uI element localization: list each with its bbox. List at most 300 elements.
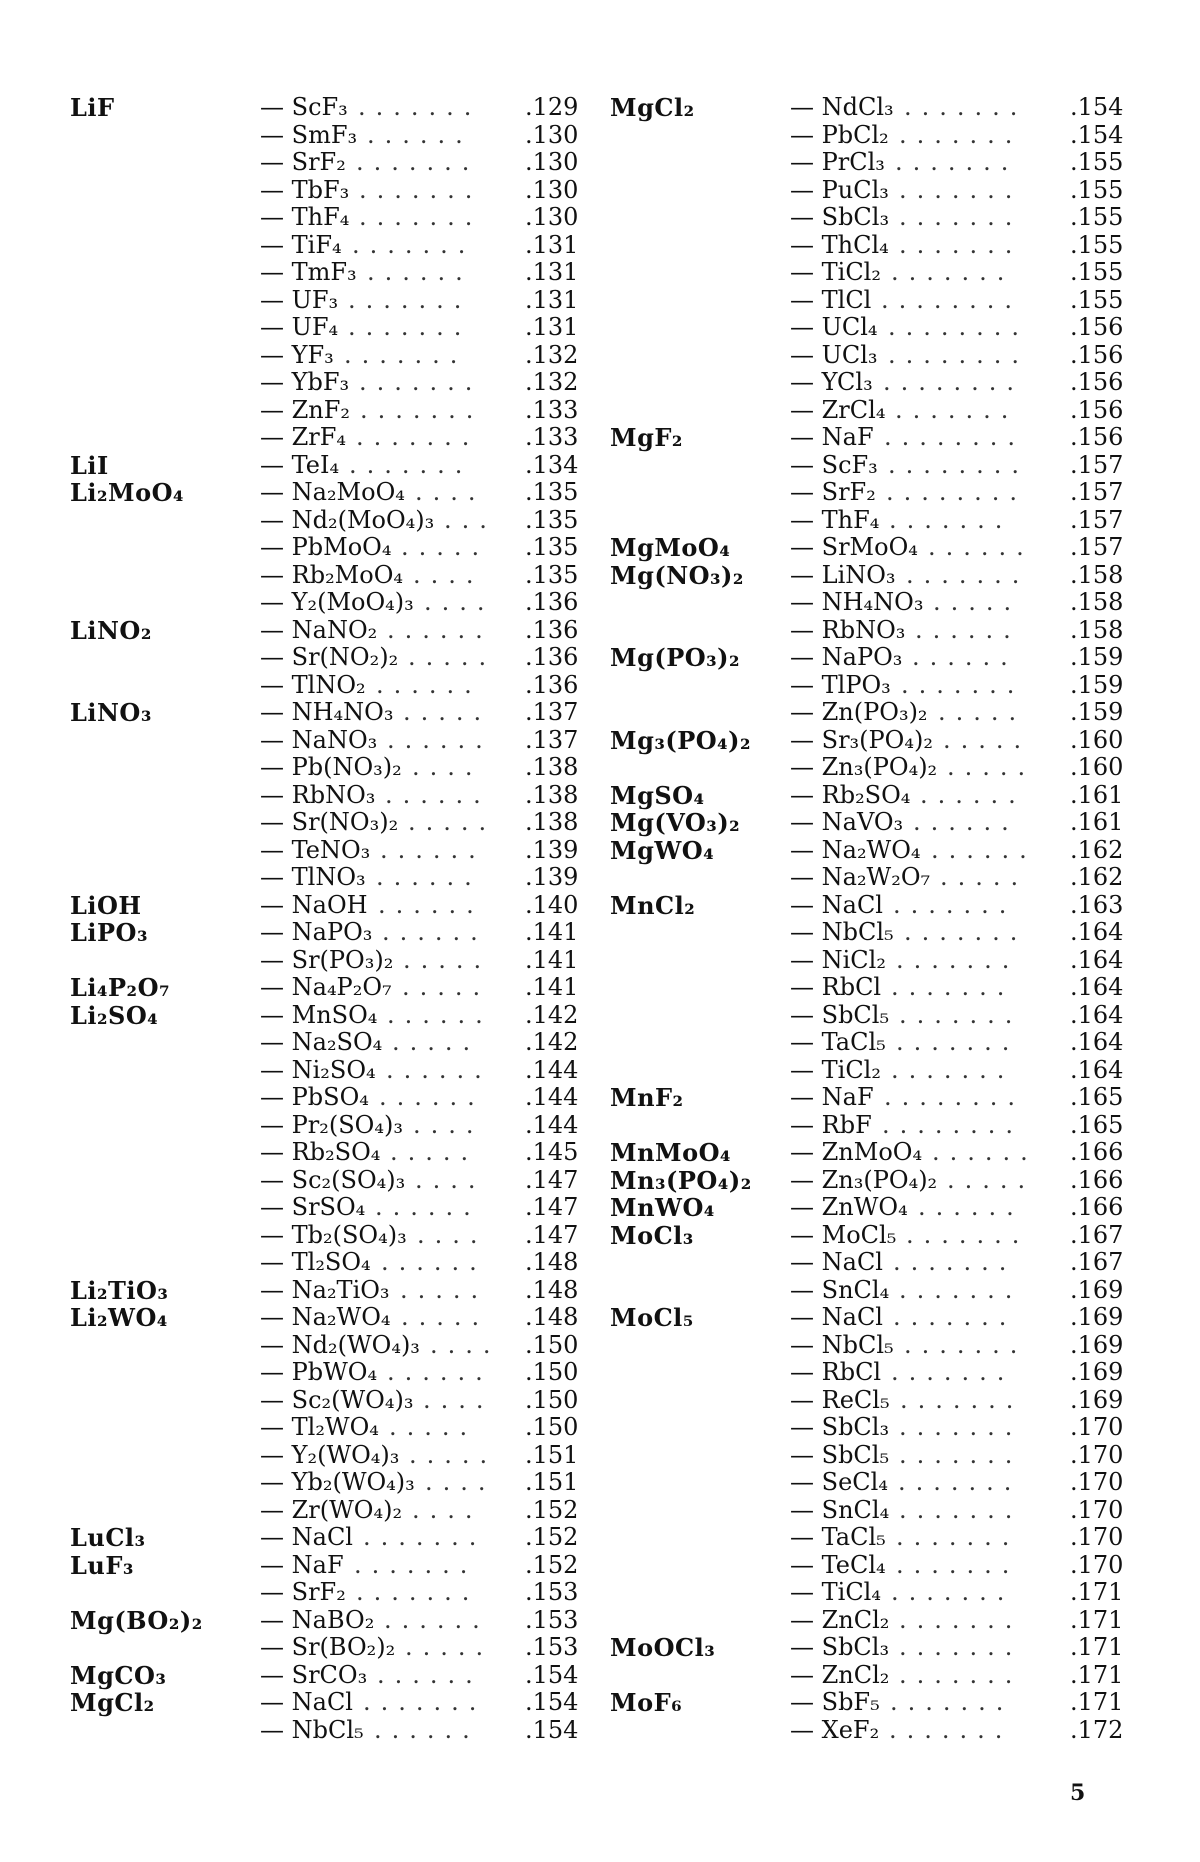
page-reference: .155 [1070, 175, 1124, 204]
component-entry: — TeI₄ [260, 450, 340, 479]
system-heading: LuF₃ [70, 1550, 134, 1580]
leader-dots: ....... [893, 1249, 1017, 1276]
component-entry: — NaNO₃ [260, 725, 378, 754]
leader-dots: ...... [385, 781, 491, 809]
index-row [70, 1277, 600, 1305]
leader-dots: ....... [891, 1359, 1015, 1386]
page-reference: .136 [525, 643, 579, 671]
leader-dots: ...... [367, 121, 473, 149]
system-heading: MgMoO₄ [610, 533, 731, 562]
component-entry: — NaCl [790, 890, 883, 919]
component-entry: — TaCl₅ [790, 1523, 886, 1551]
component-entry: — NbCl₅ [790, 1330, 894, 1359]
leader-dots: ....... [906, 1221, 1030, 1249]
system-heading: MgCO₃ [70, 1660, 167, 1690]
leader-dots: ....... [904, 919, 1028, 946]
component-entry: — PbMoO₄ [260, 533, 392, 561]
page-reference: .156 [1070, 368, 1124, 396]
page-reference: .157 [1070, 533, 1124, 561]
leader-dots: ...... [931, 836, 1037, 864]
index-row [70, 1662, 600, 1690]
component-entry: — TiCl₂ [790, 1055, 881, 1084]
leader-dots: ....... [363, 1524, 487, 1551]
leader-dots: ...... [379, 1084, 485, 1111]
component-entry: — NaF [790, 1083, 874, 1111]
index-row [610, 644, 1140, 672]
index-row [610, 122, 1140, 150]
index-row [70, 369, 600, 397]
leader-dots: ....... [348, 286, 472, 314]
component-entry: — TeNO₃ [260, 835, 371, 864]
index-row [610, 287, 1140, 315]
component-entry: — MnSO₄ [260, 1000, 378, 1029]
leader-dots: ....... [891, 1056, 1015, 1084]
page-reference: .169 [1070, 1303, 1124, 1331]
leader-dots: ..... [408, 809, 497, 836]
leader-dots: ....... [899, 1661, 1023, 1689]
page-reference: .144 [525, 1110, 579, 1139]
page-reference: .170 [1070, 1440, 1124, 1469]
page-reference: .153 [525, 1578, 579, 1606]
leader-dots: .... [423, 1386, 494, 1414]
leader-dots: ....... [360, 396, 484, 424]
component-entry: — TeCl₄ [790, 1550, 886, 1579]
system-heading: Mg(NO₃)₂ [610, 560, 744, 590]
system-heading: MgSO₄ [610, 780, 705, 810]
index-row [70, 122, 600, 150]
page-reference: .138 [525, 780, 579, 809]
index-row [610, 782, 1140, 810]
leader-dots: ..... [401, 1304, 490, 1331]
page-reference: .171 [1070, 1660, 1124, 1689]
component-entry: — NH₄NO₃ [790, 588, 924, 616]
page-reference: .130 [525, 120, 579, 149]
page-reference: .147 [525, 1165, 579, 1194]
index-row [70, 1387, 600, 1415]
leader-dots: ..... [943, 726, 1032, 754]
index-row [610, 1662, 1140, 1690]
index-row [70, 727, 600, 755]
index-row [70, 699, 600, 727]
component-entry: — Rb₂SO₄ [260, 1138, 381, 1166]
index-row [70, 919, 600, 947]
component-entry: — RbF [790, 1110, 872, 1139]
index-row [610, 232, 1140, 260]
component-entry: — ZnCl₂ [790, 1660, 890, 1689]
component-entry: — Na₄P₂O₇ [260, 973, 392, 1001]
page-reference: .152 [525, 1550, 579, 1579]
page-reference: .166 [1070, 1138, 1124, 1166]
component-entry: — SrF₂ [260, 1578, 346, 1606]
page-reference: .163 [1070, 890, 1124, 919]
index-row [70, 1112, 600, 1140]
leader-dots: .... [412, 754, 483, 781]
leader-dots: ....... [898, 1469, 1022, 1496]
index-row [70, 534, 600, 562]
index-row [610, 974, 1140, 1002]
leader-dots: ... [444, 506, 497, 534]
page-reference: .167 [1070, 1248, 1124, 1276]
component-entry: — SbCl₃ [790, 1413, 890, 1441]
index-row [610, 397, 1140, 425]
system-heading: MgWO₄ [610, 835, 715, 865]
index-row [610, 204, 1140, 232]
index-column-right [610, 94, 1140, 1744]
leader-dots: ....... [901, 671, 1025, 699]
page-reference: .148 [525, 1248, 579, 1276]
component-entry: — TlCl [790, 285, 872, 314]
index-row [610, 314, 1140, 342]
page-reference: .129 [525, 93, 579, 121]
index-row [70, 644, 600, 672]
index-row [610, 754, 1140, 782]
leader-dots: .... [415, 479, 486, 506]
component-entry: — Nd₂(WO₄)₃ [260, 1330, 420, 1359]
index-row [610, 727, 1140, 755]
leader-dots: ....... [895, 396, 1019, 424]
component-entry: — NdCl₃ [790, 93, 894, 121]
system-heading: MoCl₅ [610, 1303, 694, 1332]
component-entry: — UCl₄ [790, 313, 878, 341]
component-entry: — Na₂W₂O₇ [790, 863, 931, 891]
component-entry: — TmF₃ [260, 258, 357, 286]
leader-dots: ....... [899, 1606, 1023, 1634]
page-reference: .172 [1070, 1715, 1124, 1744]
leader-dots: ..... [400, 1276, 489, 1304]
index-row [70, 864, 600, 892]
leader-dots: ...... [932, 1139, 1038, 1166]
leader-dots: ....... [348, 314, 472, 341]
page-reference: .158 [1070, 588, 1124, 616]
page-reference: .144 [525, 1055, 579, 1084]
component-entry: — TiCl₄ [790, 1578, 881, 1606]
page-reference: .170 [1070, 1550, 1124, 1579]
component-entry: — SrSO₄ [260, 1193, 366, 1221]
page-reference: .135 [525, 560, 579, 589]
page-reference: .153 [525, 1633, 579, 1661]
leader-dots: ....... [359, 204, 483, 231]
page-reference: .155 [1070, 258, 1124, 286]
component-entry: — Sr(NO₂)₂ [260, 643, 399, 671]
index-row [70, 1332, 600, 1360]
leader-dots: ...... [912, 644, 1018, 671]
page-reference: .169 [1070, 1358, 1124, 1386]
index-row [70, 1469, 600, 1497]
system-heading: Mg(BO₂)₂ [70, 1605, 203, 1635]
leader-dots: ..... [409, 1441, 498, 1469]
component-entry: — TiF₄ [260, 230, 342, 259]
system-heading: Mn₃(PO₄)₂ [610, 1165, 752, 1195]
index-row [610, 1304, 1140, 1332]
system-heading: Mg₃(PO₄)₂ [610, 725, 752, 755]
system-heading: MoOCl₃ [610, 1633, 716, 1662]
component-entry: — Tl₂SO₄ [260, 1248, 371, 1276]
leader-dots: ....... [896, 946, 1020, 974]
leader-dots: ..... [405, 1634, 494, 1661]
index-row [70, 479, 600, 507]
component-entry: — Zr(WO₄)₂ [260, 1495, 403, 1524]
index-row [610, 1634, 1140, 1662]
index-row [70, 1359, 600, 1387]
component-entry: — ScF₃ [260, 93, 348, 121]
index-row [610, 1387, 1140, 1415]
component-entry: — TaCl₅ [790, 1028, 886, 1056]
page-reference: .164 [1070, 973, 1124, 1001]
leader-dots: ....... [899, 1276, 1023, 1304]
system-heading: LiNO₂ [70, 615, 152, 645]
index-row [70, 892, 600, 920]
page-reference: .160 [1070, 725, 1124, 754]
page-reference: .155 [1070, 148, 1124, 176]
component-entry: — ZnF₂ [260, 395, 351, 424]
component-entry: — NaPO₃ [260, 918, 373, 946]
leader-dots: ....... [899, 1634, 1023, 1661]
index-row [610, 507, 1140, 535]
index-row [70, 204, 600, 232]
leader-dots: ...... [376, 864, 482, 891]
index-row [610, 1002, 1140, 1030]
index-row [610, 94, 1140, 122]
index-row [70, 397, 600, 425]
index-row [610, 479, 1140, 507]
leader-dots: ...... [376, 671, 482, 699]
component-entry: — Tb₂(SO₄)₃ [260, 1220, 407, 1249]
page-reference: .152 [525, 1523, 579, 1551]
index-row [610, 369, 1140, 397]
page-reference: .134 [525, 450, 579, 479]
leader-dots: ....... [356, 1579, 480, 1606]
page-reference: .131 [525, 313, 579, 341]
index-row [610, 1579, 1140, 1607]
page-reference: .151 [525, 1440, 579, 1469]
leader-dots: ..... [392, 1029, 481, 1056]
page-reference: .132 [525, 368, 579, 396]
component-entry: — ZrCl₄ [790, 395, 886, 424]
component-entry: — RbCl [790, 973, 882, 1001]
system-heading: MgCl₂ [70, 1688, 155, 1717]
page-reference: .150 [525, 1330, 579, 1359]
leader-dots: ..... [933, 589, 1022, 616]
page-reference: .164 [1070, 945, 1124, 974]
page-reference: .138 [525, 753, 579, 781]
page-reference: .144 [525, 1083, 579, 1111]
page-reference: .147 [525, 1220, 579, 1249]
leader-dots: ...... [913, 809, 1019, 836]
component-entry: — ZnWO₄ [790, 1193, 908, 1221]
page-reference: .160 [1070, 753, 1124, 781]
leader-dots: ...... [377, 1661, 483, 1689]
component-entry: — Tl₂WO₄ [260, 1413, 379, 1441]
page-reference: .133 [525, 423, 579, 451]
leader-dots: ....... [890, 1689, 1014, 1716]
leader-dots: ....... [896, 1029, 1020, 1056]
page-reference: .157 [1070, 478, 1124, 506]
component-entry: — RbCl [790, 1358, 882, 1386]
index-row [610, 1029, 1140, 1057]
system-heading: MnMoO₄ [610, 1138, 732, 1167]
index-row [70, 1717, 600, 1745]
leader-dots: ...... [386, 1056, 492, 1084]
index-row [70, 424, 600, 452]
system-heading: MnF₂ [610, 1083, 684, 1112]
page-reference: .136 [525, 670, 579, 699]
component-entry: — UCl₃ [790, 340, 878, 369]
leader-dots: ....... [354, 1551, 478, 1579]
component-entry: — LiNO₃ [790, 560, 896, 589]
component-entry: — Na₂TiO₃ [260, 1275, 390, 1304]
page-reference: .155 [1070, 230, 1124, 259]
index-row [70, 507, 600, 535]
leader-dots: ....... [893, 1304, 1017, 1331]
index-row [70, 1552, 600, 1580]
index-row [70, 232, 600, 260]
page-reference: .137 [525, 698, 579, 726]
page-reference: .166 [1070, 1165, 1124, 1194]
page-reference: .159 [1070, 698, 1124, 726]
index-row [610, 342, 1140, 370]
index-row [70, 1167, 600, 1195]
component-entry: — TiCl₂ [790, 258, 881, 286]
component-entry: — Y₂(WO₄)₃ [260, 1440, 400, 1469]
index-row [70, 1002, 600, 1030]
page-reference: .170 [1070, 1468, 1124, 1496]
index-row [70, 947, 600, 975]
index-row [70, 1304, 600, 1332]
index-row [610, 1057, 1140, 1085]
page-reference: .165 [1070, 1083, 1124, 1111]
leader-dots: ...... [928, 534, 1034, 561]
leader-dots: .... [413, 1111, 484, 1139]
index-row [610, 1359, 1140, 1387]
index-row [610, 1607, 1140, 1635]
component-entry: — PbWO₄ [260, 1358, 378, 1386]
index-row [70, 342, 600, 370]
index-row [610, 1084, 1140, 1112]
component-entry: — Pb(NO₃)₂ [260, 753, 402, 781]
leader-dots: ...... [381, 1249, 487, 1276]
page-reference: .154 [1070, 93, 1124, 121]
page-reference: .140 [525, 890, 579, 919]
page-reference: .158 [1070, 560, 1124, 589]
index-row [70, 1689, 600, 1717]
page-reference: .164 [1070, 1000, 1124, 1029]
leader-dots: ....... [899, 231, 1023, 259]
page-number: 5 [1070, 1780, 1086, 1806]
leader-dots: ..... [402, 974, 491, 1001]
leader-dots: ...... [382, 919, 488, 946]
page-reference: .141 [525, 973, 579, 1001]
leader-dots: ...... [387, 616, 493, 644]
index-row [70, 1634, 600, 1662]
index-row [610, 1689, 1140, 1717]
component-entry: — ZrF₄ [260, 423, 347, 451]
leader-dots: ........ [883, 369, 1025, 396]
component-entry: — Y₂(MoO₄)₃ [260, 588, 414, 616]
page-reference: .151 [525, 1468, 579, 1496]
page-reference: .171 [1070, 1605, 1124, 1634]
component-entry: — SnCl₄ [790, 1495, 890, 1524]
page-reference: .154 [525, 1688, 579, 1716]
component-entry: — PuCl₃ [790, 175, 889, 204]
index-row [610, 809, 1140, 837]
index-row [70, 1579, 600, 1607]
index-row [70, 1139, 600, 1167]
leader-dots: ...... [920, 781, 1026, 809]
component-entry: — SbCl₅ [790, 1440, 890, 1469]
component-entry: — NaCl [260, 1523, 353, 1551]
page-reference: .164 [1070, 1028, 1124, 1056]
page-reference: .142 [525, 1000, 579, 1029]
system-heading: MoF₆ [610, 1688, 683, 1717]
page-reference: .166 [1070, 1193, 1124, 1221]
leader-dots: .... [425, 1469, 496, 1496]
page-reference: .130 [525, 203, 579, 231]
page-reference: .135 [525, 478, 579, 506]
page-reference: .169 [1070, 1385, 1124, 1414]
system-heading: LiOH [70, 890, 142, 920]
index-row [70, 177, 600, 205]
component-entry: — PbCl₂ [790, 120, 889, 149]
component-entry: — SmF₃ [260, 120, 358, 149]
component-entry: — YCl₃ [790, 368, 873, 396]
page-reference: .156 [1070, 395, 1124, 424]
page-reference: .132 [525, 340, 579, 369]
component-entry: — Sr(PO₃)₂ [260, 945, 394, 974]
page-reference: .155 [1070, 203, 1124, 231]
component-entry: — Sc₂(SO₄)₃ [260, 1165, 406, 1194]
leader-dots: ....... [896, 1551, 1020, 1579]
page-reference: .169 [1070, 1275, 1124, 1304]
component-entry: — NaF [790, 423, 874, 451]
leader-dots: .... [430, 1331, 501, 1359]
leader-dots: ....... [889, 506, 1013, 534]
leader-dots: ....... [906, 561, 1030, 589]
component-entry: — Yb₂(WO₄)₃ [260, 1468, 415, 1496]
page-reference: .131 [525, 230, 579, 259]
leader-dots: ....... [891, 1579, 1015, 1606]
system-heading: Mg(PO₃)₂ [610, 643, 741, 672]
component-entry: — NaCl [790, 1248, 883, 1276]
component-entry: — SrMoO₄ [790, 533, 918, 561]
leader-dots: ..... [938, 699, 1027, 726]
component-entry: — NaPO₃ [790, 643, 903, 671]
component-entry: — ThF₄ [790, 505, 880, 534]
page-reference: .164 [1070, 1055, 1124, 1084]
page-reference: .139 [525, 835, 579, 864]
page-reference: .170 [1070, 1413, 1124, 1441]
leader-dots: ....... [895, 149, 1019, 176]
leader-dots: ....... [896, 1524, 1020, 1551]
page-reference: .170 [1070, 1495, 1124, 1524]
leader-dots: ....... [363, 1689, 487, 1716]
page-reference: .150 [525, 1358, 579, 1386]
component-entry: — SbCl₅ [790, 1000, 890, 1029]
index-row [610, 672, 1140, 700]
component-entry: — Rb₂MoO₄ [260, 560, 404, 589]
leader-dots: ..... [390, 1139, 479, 1166]
system-heading: Li₂WO₄ [70, 1303, 168, 1332]
system-heading: MgCl₂ [610, 93, 695, 122]
component-entry: — SrCO₃ [260, 1660, 368, 1689]
index-row [610, 1717, 1140, 1745]
component-entry: — Zn₃(PO₄)₂ [790, 1165, 938, 1194]
index-row [70, 1497, 600, 1525]
leader-dots: ..... [403, 946, 492, 974]
component-entry: — UF₃ [260, 285, 339, 314]
component-entry: — RbNO₃ [790, 615, 906, 644]
leader-dots: ...... [380, 836, 486, 864]
component-entry: — NaCl [790, 1303, 883, 1331]
